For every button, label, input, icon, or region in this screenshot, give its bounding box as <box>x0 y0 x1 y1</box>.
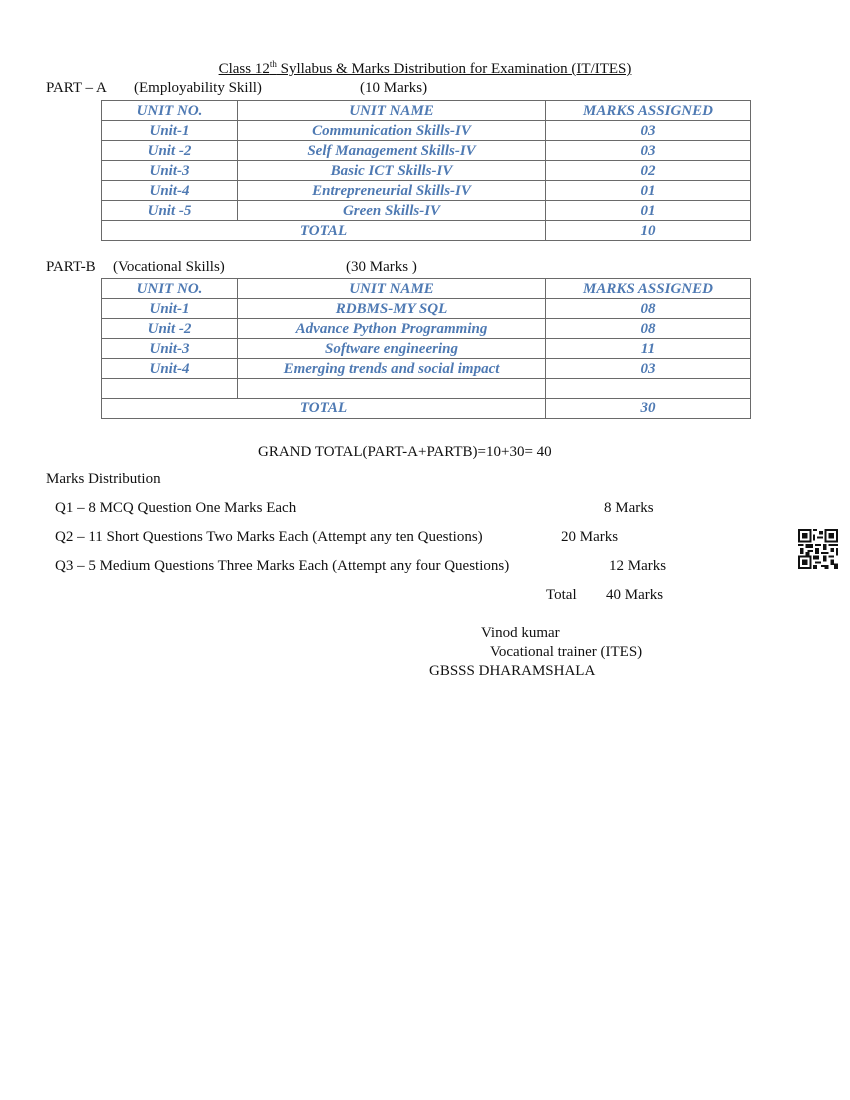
unit-name: Basic ICT Skills-IV <box>238 161 546 181</box>
total-label: TOTAL <box>102 221 546 241</box>
unit-no: Unit-3 <box>102 339 238 359</box>
unit-name: Self Management Skills-IV <box>238 141 546 161</box>
grand-total: GRAND TOTAL(PART-A+PARTB)=10+30= 40 <box>258 444 552 460</box>
unit-no: Unit-1 <box>102 121 238 141</box>
part-a-table <box>101 100 751 241</box>
part-b-name: (Vocational Skills) <box>113 259 225 275</box>
total-value: 10 <box>546 221 751 241</box>
distribution-item-text: Q3 – 5 Medium Questions Three Marks Each (Attempt any four Questions) <box>55 558 510 574</box>
total-row <box>102 399 751 419</box>
table-row <box>102 319 751 339</box>
distribution-item-marks: 8 Marks <box>604 500 654 516</box>
distribution-item-marks: 12 Marks <box>609 558 667 574</box>
part-a-name: (Employability Skill) <box>134 80 262 96</box>
unit-marks: 01 <box>546 201 751 221</box>
distribution-item-text: Q1 – 8 MCQ Question One Marks Each <box>55 500 297 516</box>
qr-code-icon <box>798 529 838 569</box>
marks-distribution-heading: Marks Distribution <box>46 471 161 487</box>
unit-marks: 03 <box>546 121 751 141</box>
unit-no: Unit-3 <box>102 161 238 181</box>
unit-marks: 03 <box>546 359 751 379</box>
document-title: Class 12th Syllabus & Marks Distribution for Examination (IT/ITES) <box>218 59 632 77</box>
table-row-empty <box>102 379 751 399</box>
part-b-marks: (30 Marks ) <box>346 259 417 275</box>
unit-no <box>102 379 238 399</box>
unit-no: Unit -2 <box>102 319 238 339</box>
header-unit-no: UNIT NO. <box>102 101 238 121</box>
table-row <box>102 141 751 161</box>
table-row <box>102 181 751 201</box>
part-a-label: PART – A <box>46 80 107 96</box>
unit-no: Unit-4 <box>102 359 238 379</box>
part-a-marks: (10 Marks) <box>360 80 428 96</box>
unit-name: Entrepreneurial Skills-IV <box>238 181 546 201</box>
unit-marks: 01 <box>546 181 751 201</box>
signature-school: GBSSS DHARAMSHALA <box>429 663 596 679</box>
signature-name: Vinod kumar <box>481 625 560 641</box>
unit-name: Software engineering <box>238 339 546 359</box>
part-b-table <box>101 278 751 419</box>
table-row <box>102 121 751 141</box>
table-row <box>102 299 751 319</box>
distribution-total-label: Total <box>546 587 577 603</box>
unit-name: Communication Skills-IV <box>238 121 546 141</box>
unit-no: Unit -5 <box>102 201 238 221</box>
distribution-item-text: Q2 – 11 Short Questions Two Marks Each (Attempt any ten Questions) <box>55 529 483 545</box>
unit-marks: 02 <box>546 161 751 181</box>
total-row <box>102 221 751 241</box>
table-header-row <box>102 279 751 299</box>
unit-name: Green Skills-IV <box>238 201 546 221</box>
table-header-row <box>102 101 751 121</box>
unit-marks <box>546 379 751 399</box>
table-row <box>102 161 751 181</box>
unit-marks: 03 <box>546 141 751 161</box>
header-unit-name: UNIT NAME <box>238 279 546 299</box>
unit-marks: 11 <box>546 339 751 359</box>
unit-name: RDBMS-MY SQL <box>238 299 546 319</box>
unit-no: Unit-4 <box>102 181 238 201</box>
part-b-label: PART-B <box>46 259 96 275</box>
unit-no: Unit-1 <box>102 299 238 319</box>
total-label: TOTAL <box>102 399 546 419</box>
unit-name <box>238 379 546 399</box>
table-row <box>102 339 751 359</box>
header-marks: MARKS ASSIGNED <box>546 101 751 121</box>
header-marks: MARKS ASSIGNED <box>546 279 751 299</box>
table-row <box>102 359 751 379</box>
unit-name: Advance Python Programming <box>238 319 546 339</box>
header-unit-name: UNIT NAME <box>238 101 546 121</box>
signature-designation: Vocational trainer (ITES) <box>490 644 643 660</box>
unit-name: Emerging trends and social impact <box>238 359 546 379</box>
distribution-item-marks: 20 Marks <box>561 529 619 545</box>
unit-marks: 08 <box>546 299 751 319</box>
table-row <box>102 201 751 221</box>
unit-no: Unit -2 <box>102 141 238 161</box>
distribution-total-value: 40 Marks <box>606 587 664 603</box>
total-value: 30 <box>546 399 751 419</box>
header-unit-no: UNIT NO. <box>102 279 238 299</box>
unit-marks: 08 <box>546 319 751 339</box>
